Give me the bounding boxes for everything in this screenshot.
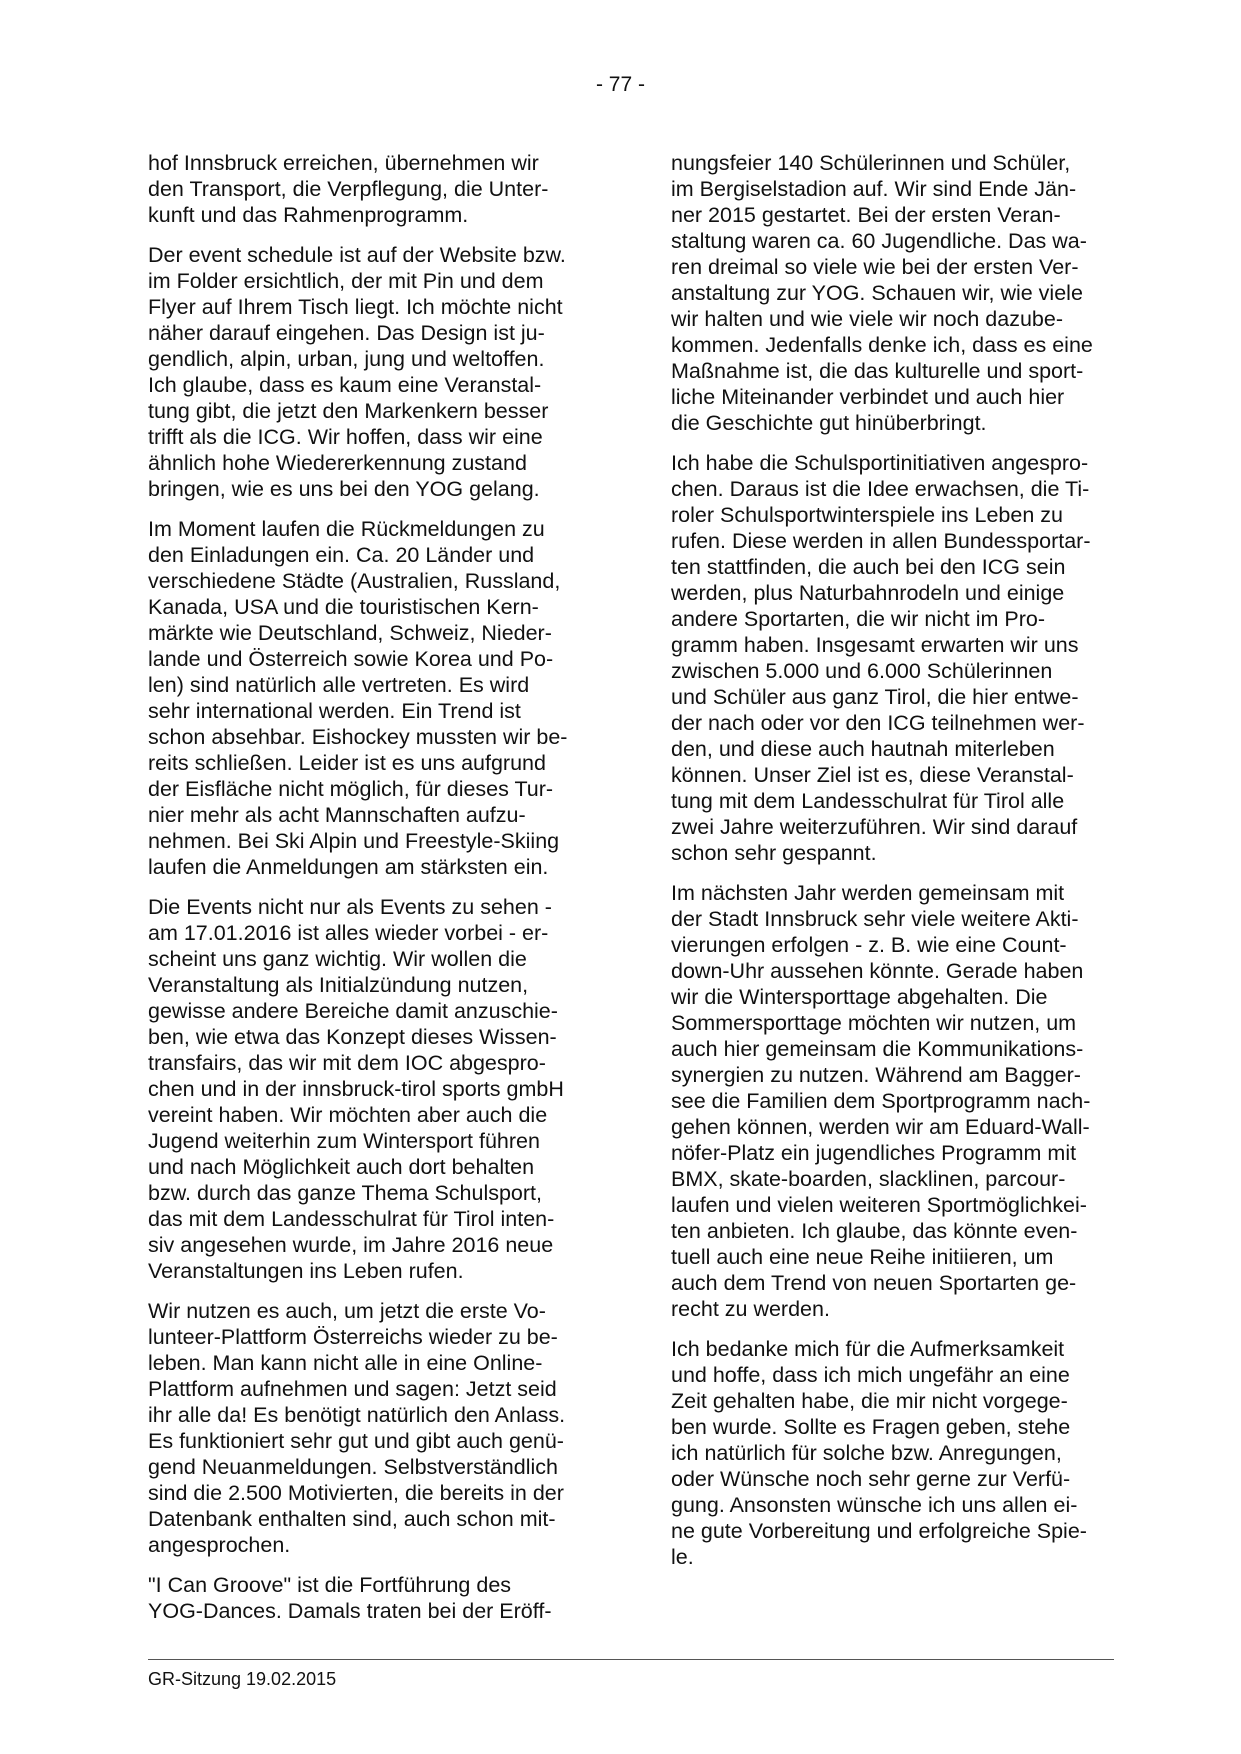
- paragraph: Im Moment laufen die Rückmeldungen zu den Einladungen ein. Ca. 20 Länder und verschiedene Städte (Australien, Russland, Kanada, USA und die touristischen Kern- märkte wie Deutschland, Schweiz, Nieder- lande und Österreich sowie Korea und Po- len) sind natürlich alle vertreten. Es wird sehr international werden. Ein Trend ist schon absehbar. Eishockey mussten wir be- reits schließen. Leider ist es uns aufgrund der Eisfläche nicht möglich, für dieses Tur- nier mehr als acht Mannschaften aufzu- nehmen. Bei Ski Alpin und Freestyle-Skiing laufen die Anmeldungen am stärksten ein.: [148, 517, 568, 879]
- footer-session-label: GR-Sitzung 19.02.2015: [148, 1669, 337, 1689]
- paragraph: nungsfeier 140 Schülerinnen und Schüler, im Bergiselstadion auf. Wir sind Ende Jän- ner 2015 gestartet. Bei der ersten Veran- staltung waren ca. 60 Jugendliche. Das wa- ren dreimal so viele wie bei der ersten Ver- anstaltung zur YOG. Schauen wir, wie viele wir halten und wie viele wir noch dazube- kommen. Jedenfalls denke ich, dass es eine Maßnahme ist, die das kulturelle und sport- liche Miteinander verbindet und auch hier die Geschichte gut hinüberbringt.: [671, 151, 1093, 435]
- paragraph: Ich habe die Schulsportinitiativen angespro- chen. Daraus ist die Idee erwachsen, die Ti- roler Schulsportwinterspiele ins Leben zu rufen. Diese werden in allen Bundessportar- ten stattfinden, die auch bei den ICG sein werden, plus Naturbahnrodeln und einige andere Sportarten, die wir nicht im Pro- gramm haben. Insgesamt erwarten wir uns zwischen 5.000 und 6.000 Schülerinnen und Schüler aus ganz Tirol, die hier entwe- der nach oder vor den ICG teilnehmen wer- den, und diese auch hautnah miterleben können. Unser Ziel ist es, diese Veranstal- tung mit dem Landesschulrat für Tirol alle zwei Jahre weiterzuführen. Wir sind darauf schon sehr gespannt.: [671, 451, 1091, 865]
- paragraph: "I Can Groove" ist die Fortführung des YOG-Dances. Damals traten bei der Eröff-: [148, 1573, 552, 1623]
- paragraph: Wir nutzen es auch, um jetzt die erste Vo- lunteer-Plattform Österreichs wieder zu be- leben. Man kann nicht alle in eine Online- Plattform aufnehmen und sagen: Jetzt seid ihr alle da! Es benötigt natürlich den Anlass. Es funktioniert sehr gut und gibt auch genü- gend Neuanmeldungen. Selbstverständlich sind die 2.500 Motivierten, die bereits in der Datenbank enthalten sind, auch schon mit- angesprochen.: [148, 1299, 566, 1557]
- right-text-column: [671, 150, 1111, 1584]
- footer-divider: [148, 1659, 1114, 1660]
- paragraph: Die Events nicht nur als Events zu sehen - am 17.01.2016 ist alles wieder vorbei - er- scheint uns ganz wichtig. Wir wollen die Veranstaltung als Initialzündung nutzen, gewisse andere Bereiche damit anzuschie- ben, wie etwa das Konzept dieses Wissen- transfairs, das wir mit dem IOC abgespro- chen und in der innsbruck-tirol sports gmbH vereint haben. Wir möchten aber auch die Jugend weiterhin zum Wintersport führen und nach Möglichkeit auch dort behalten bzw. durch das ganze Thema Schulsport, das mit dem Landesschulrat für Tirol inten- siv angesehen wurde, im Jahre 2016 neue Veranstaltungen ins Leben rufen.: [148, 895, 564, 1283]
- page-number: - 77 -: [595, 73, 645, 96]
- paragraph: hof Innsbruck erreichen, übernehmen wir den Transport, die Verpflegung, die Unter- kunft und das Rahmenprogramm.: [148, 151, 549, 227]
- paragraph: Der event schedule ist auf der Website bzw. im Folder ersichtlich, der mit Pin und dem Flyer auf Ihrem Tisch liegt. Ich möchte nicht näher darauf eingehen. Das Design ist ju- gendlich, alpin, urban, jung und weltoffen. Ich glaube, dass es kaum eine Veranstal- tung gibt, die jetzt den Markenkern besser trifft als die ICG. Wir hoffen, dass wir eine ähnlich hohe Wiedererkennung zustand bringen, wie es uns bei den YOG gelang.: [148, 243, 566, 501]
- left-text-column: [148, 150, 588, 1638]
- paragraph: Ich bedanke mich für die Aufmerksamkeit und hoffe, dass ich mich ungefähr an eine Zeit gehalten habe, die mir nicht vorgege- ben wurde. Sollte es Fragen geben, stehe ich natürlich für solche bzw. Anregungen, oder Wünsche noch sehr gerne zur Verfü- gung. Ansonsten wünsche ich uns allen ei- ne gute Vorbereitung und erfolgreiche Spie- le.: [671, 1337, 1087, 1569]
- paragraph: Im nächsten Jahr werden gemeinsam mit der Stadt Innsbruck sehr viele weitere Akti- vierungen erfolgen - z. B. wie eine Count- down-Uhr aussehen könnte. Gerade haben wir die Wintersporttage abgehalten. Die Sommersporttage möchten wir nutzen, um auch hier gemeinsam die Kommunikations- synergien zu nutzen. Während am Bagger- see die Familien dem Sportprogramm nach- gehen können, werden wir am Eduard-Wall- nöfer-Platz ein jugendliches Programm mit BMX, skate-boarden, slacklinen, parcour- laufen und vielen weiteren Sportmöglichkei- ten anbieten. Ich glaube, das könnte even- tuell auch eine neue Reihe initiieren, um auch dem Trend von neuen Sportarten ge- recht zu werden.: [671, 881, 1091, 1321]
